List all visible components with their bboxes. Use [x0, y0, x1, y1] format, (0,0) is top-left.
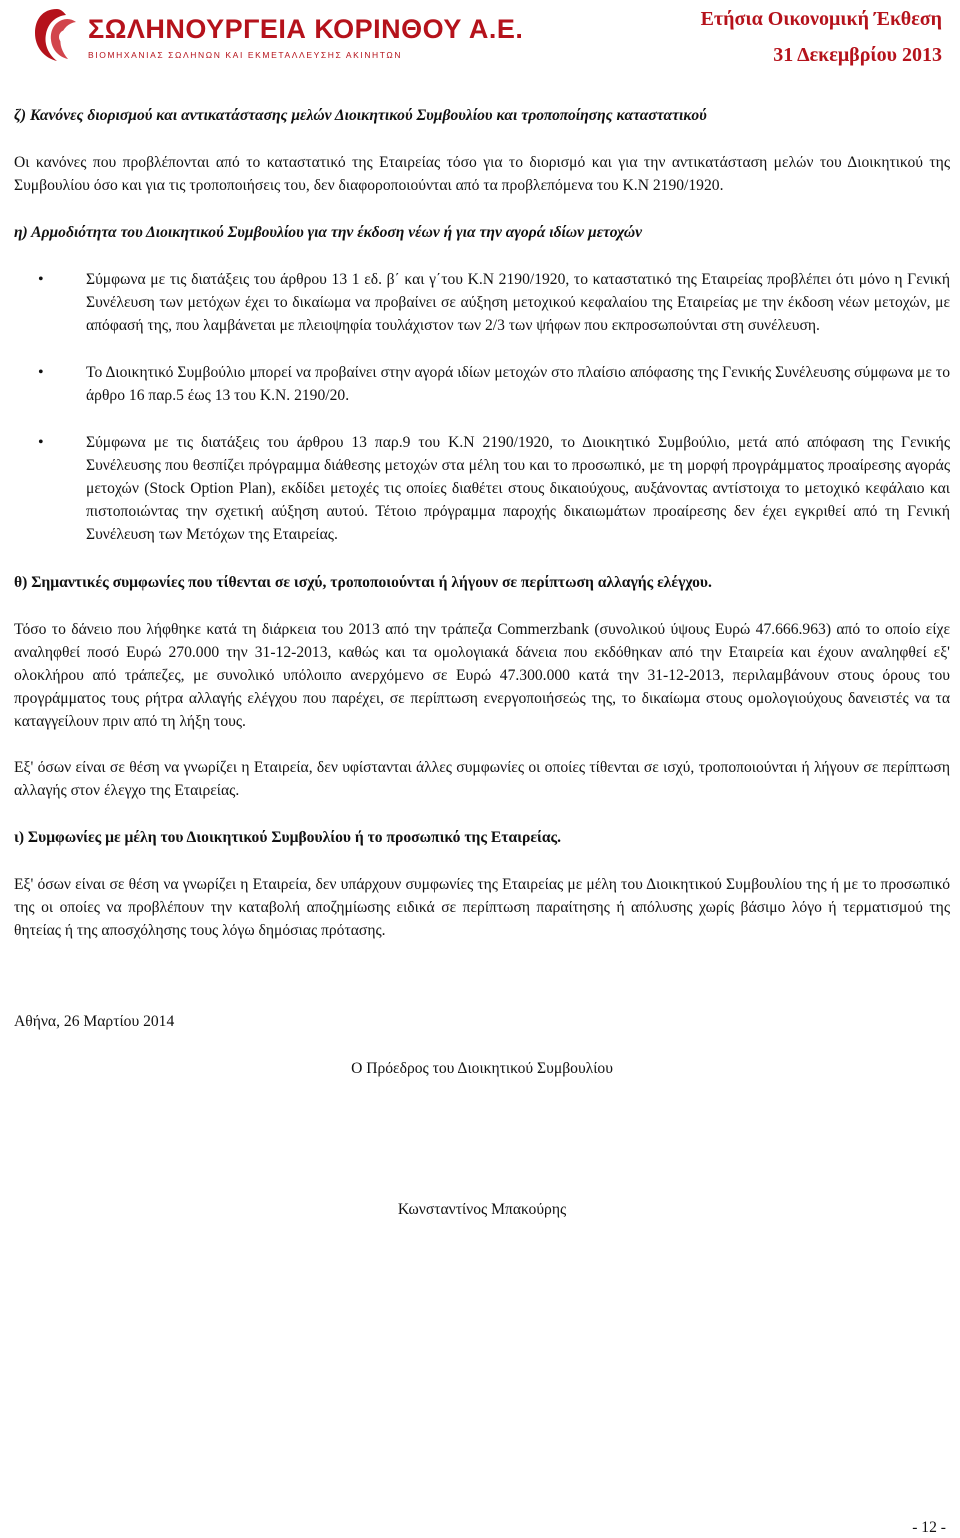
- document-body: [14, 104, 950, 1221]
- report-title: Ετήσια Οικονομική Έκθεση: [700, 8, 942, 30]
- list-item: • Το Διοικητικό Συμβούλιο μπορεί να προβαίνει στην αγορά ιδίων μετοχών στο πλαίσιο απόφασης της Γενικής Συνέλευσης σύμφωνα με το άρθρο 16 παρ.5 έως 13 του Κ.Ν. 2190/20.: [14, 361, 950, 407]
- signature-place-date: Αθήνα, 26 Μαρτίου 2014: [14, 1013, 175, 1030]
- page-number: - 12 -: [912, 1519, 946, 1536]
- signature-role: Ο Πρόεδρος του Διοικητικού Συμβουλίου: [351, 1060, 613, 1077]
- list-item: • Σύμφωνα με τις διατάξεις του άρθρου 13 1 εδ. β΄ και γ΄του Κ.Ν 2190/1920, το καταστατικό της Εταιρείας προβλέπει ότι μόνο η Γενική Συνέλευση των μετόχων έχει το δικαίωμα να προβαίνει σε αύξηση μετοχικού κεφαλαίου της Εταιρείας με την έκδοση νέων μετοχών, με απόφασή της, που λαμβάνεται με πλειοψηφία τουλάχιστον των 2/3 των ψήφων που εκπροσωπούνται στη συνέλευση.: [14, 268, 950, 337]
- company-name: ΣΩΛΗΝΟΥΡΓΕΙΑ ΚΟΡΙΝΘΟΥ Α.Ε.: [88, 14, 524, 44]
- list-item: • Σύμφωνα με τις διατάξεις του άρθρου 13 παρ.9 του Κ.Ν 2190/1920, το Διοικητικό Συμβούλιο, μετά από απόφαση της Γενικής Συνέλευσης που θεσπίζει πρόγραμμα διάθεσης μετοχών στα μέλη του και το προσωπικό, με τη μορφή προγράμματος προαίρεσης αγοράς μετοχών (Stock Option Plan), εκδίδει μετοχές τις οποίες διαθέτει στους δικαιούχους, αυξάνοντας αντίστοιχα το μετοχικό κεφάλαιο και πιστοποιώντας την σχετική αύξηση αυτού. Τέτοιο πρόγραμμα παροχής δικαιωμάτων προαίρεσης δεν έχει εγκριθεί από τη Γενική Συνέλευση των Μετόχων της Εταιρείας.: [14, 431, 950, 546]
- section-i-paragraph: Εξ' όσων είναι σε θέση να γνωρίζει η Εταιρεία, δεν υπάρχουν συμφωνίες της Εταιρείας με μέλη του Διοικητικού Συμβουλίου της ή με το προσωπικό της οι οποίες να προβλέπουν την καταβολή αποζημίωσης ειδικά σε περίπτωση παραίτησης ή απόλυσης χωρίς βάσιμο λόγο ή τερματισμού της θητείας ή της αποσχόλησης τους λόγω δημόσιας πρότασης.: [14, 876, 950, 939]
- company-tagline: ΒΙΟΜΗΧΑΝΙΑΣ ΣΩΛΗΝΩΝ ΚΑΙ ΕΚΜΕΤΑΛΛΕΥΣΗΣ ΑΚΙΝΗΤΩΝ: [88, 50, 403, 60]
- company-logo-icon: [32, 6, 82, 64]
- company-logo: [32, 6, 524, 66]
- section-i-heading: ι) Συμφωνίες με μέλη του Διοικητικού Συμβουλίου ή το προσωπικό της Εταιρείας.: [14, 829, 562, 846]
- section-h-heading: η) Αρμοδιότητα του Διοικητικού Συμβουλίου για την έκδοση νέων ή για την αγορά ιδίων μετοχών: [14, 224, 643, 241]
- section-z-heading: ζ) Κανόνες διορισμού και αντικατάστασης μελών Διοικητικού Συμβουλίου και τροποποίησης καταστατικού: [14, 107, 707, 124]
- section-th-paragraph-2: Εξ' όσων είναι σε θέση να γνωρίζει η Εταιρεία, δεν υφίστανται άλλες συμφωνίες οι οποίες τίθενται σε ισχύ, τροποποιούνται ή λήγουν σε περίπτωση αλλαγής στον έλεγχο της Εταιρείας.: [14, 759, 950, 799]
- signature-name: Κωνσταντίνος Μπακούρης: [397, 1201, 567, 1218]
- section-th-paragraph-1: Τόσο το δάνειο που λήφθηκε κατά τη διάρκεια του 2013 από την τράπεζα Commerzbank (συνολικού ύψους Ευρώ 47.666.963) από το οποίο είχε αναληφθεί ποσό Ευρώ 270.000 την 31-12-2013, καθώς και τα ομολογιακά δάνεια που εκδόθηκαν από την Εταιρεία και έχουν αναληφθεί εξ' ολοκλήρου από τράπεζες, με συνολικό υπόλοιπο ανερχόμενο σε Ευρώ 47.300.000 κατά την 31-12-2013, περιλαμβάνουν στους όρους του προγράμματος τους ρήτρα αλλαγής ελέγχου που παρέχει, σε περίπτωση ενεργοποιήσεώς της, το δικαίωμα στους ομολογιούχους δανειστές να τα καταγγείλουν πριν από τη λήξη τους.: [14, 621, 950, 730]
- page-header: [0, 0, 960, 90]
- section-z-paragraph: Οι κανόνες που προβλέπονται από το καταστατικό της Εταιρείας τόσο για το διορισμό και για την αντικατάσταση μελών του Διοικητικού της Συμβουλίου όσο και για τις τροποποιήσεις του, δεν διαφοροποιούνται από τα προβλεπόμενα του Κ.Ν 2190/1920.: [14, 154, 950, 194]
- report-date: 31 Δεκεμβρίου 2013: [773, 44, 942, 66]
- section-th-heading: θ) Σημαντικές συμφωνίες που τίθενται σε ισχύ, τροποποιούνται ή λήγουν σε περίπτωση αλλαγής ελέγχου.: [14, 574, 712, 591]
- section-h-list: [14, 268, 950, 546]
